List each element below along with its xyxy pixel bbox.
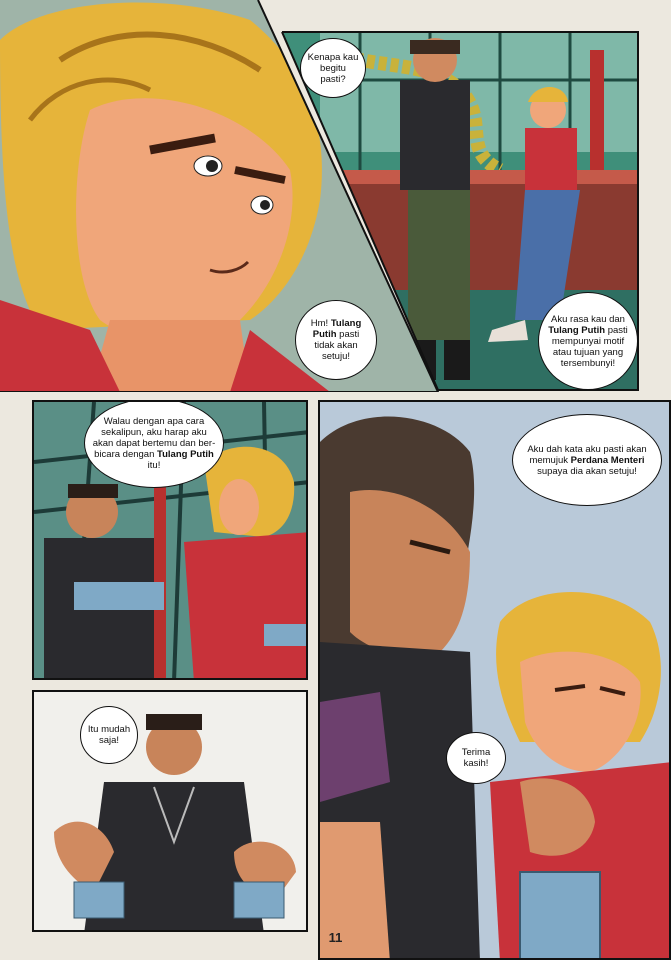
bubble-text-part: itu!: [147, 459, 161, 471]
bubble-text-part: Aku dah kata aku pasti akan memujuk: [527, 443, 647, 466]
bubble-text: [453, 747, 499, 769]
vest-man: [400, 80, 470, 190]
speech-bubble: [84, 400, 224, 488]
bubble-text: [307, 52, 359, 85]
bubble-text-part: Hm!: [310, 318, 329, 329]
speech-bubble: [512, 414, 662, 506]
bubble-text-part: supaya dia akan setuju!: [537, 465, 637, 477]
bubble-bold-text: Perdana Menteri: [570, 454, 645, 466]
panel-4: [318, 400, 671, 960]
panel-2: [260, 30, 640, 392]
panel-5: [32, 690, 308, 932]
bubble-text-part: Walau dengan apa cara sekalipun, aku harap aku akan dapat bertemu dan ber-bicara dengan: [92, 415, 216, 460]
speech-bubble: [300, 38, 366, 98]
bubble-text: [519, 444, 655, 477]
page-number: 11: [328, 930, 343, 945]
bubble-text-part: Terima kasih!: [461, 747, 491, 769]
red-shirt-man: [525, 128, 577, 190]
bubble-text-part: Itu mudah saja!: [87, 724, 131, 746]
bubble-bold-text: Tulang Putih: [312, 318, 362, 340]
bubble-text-part: Kenapa kau begitu pasti?: [307, 51, 359, 85]
speech-bubble: [80, 706, 138, 764]
red-shirt-man: [184, 532, 308, 680]
bubble-text: [91, 416, 217, 471]
bubble-text-part: Aku rasa kau dan: [551, 313, 625, 325]
bubble-text-part: pasti tidak akan setuju!: [314, 329, 360, 362]
bubble-bold-text: Tulang Putih: [548, 324, 606, 336]
bubble-text-part: pasti mempunyai motif atau tujuan yang tersembunyi!: [551, 324, 628, 369]
bubble-text: [87, 724, 131, 746]
bubble-text: [545, 314, 631, 369]
speech-bubble: [538, 292, 638, 390]
panel-5-artwork: [34, 692, 308, 932]
bubble-bold-text: Tulang Putih: [157, 448, 214, 460]
panel-3: [32, 400, 308, 680]
speech-bubble: [446, 732, 506, 784]
